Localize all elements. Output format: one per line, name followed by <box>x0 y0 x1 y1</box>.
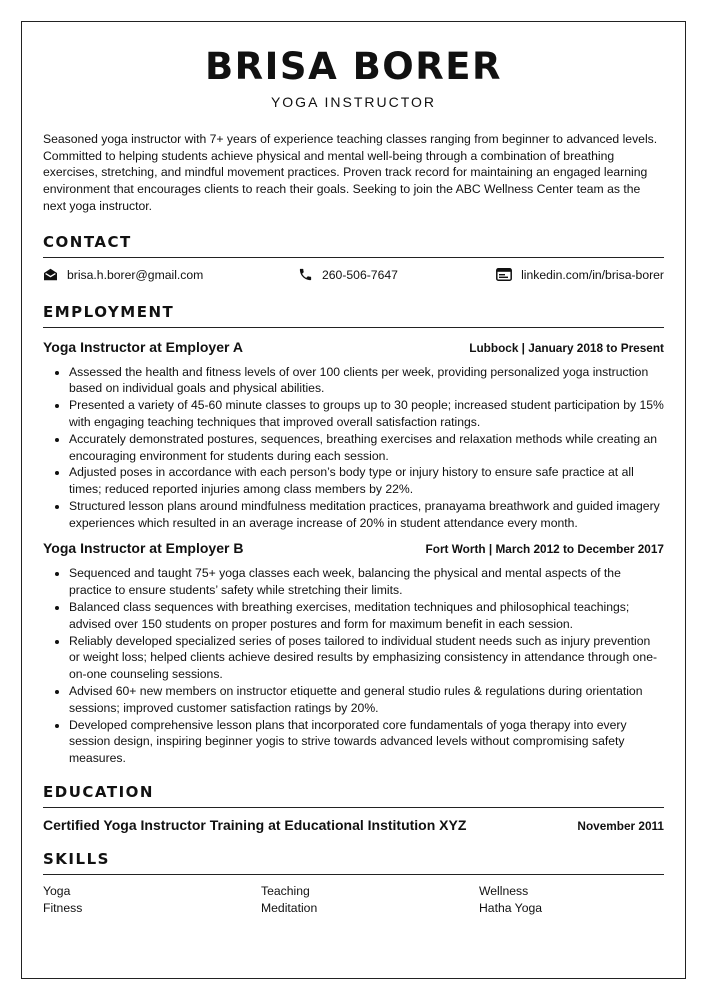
education-entry <box>43 817 664 833</box>
job-bullets <box>43 565 664 767</box>
job-header <box>43 540 664 556</box>
skill-item: Hatha Yoga <box>479 900 543 915</box>
linkedin-icon <box>496 268 521 281</box>
skill-item: Meditation <box>261 900 318 915</box>
job-role: Yoga Instructor at Employer A <box>43 338 243 355</box>
education-program: Certified Yoga Instructor Training at Educational Institution XYZ <box>43 817 467 834</box>
resume <box>43 44 664 916</box>
contact-email[interactable] <box>43 268 293 282</box>
job-bullet: • Assessed the health and fitness levels of over 100 clients per week, providing personalized yoga instruction based on individual goals and physical abilities. <box>69 364 664 398</box>
job-bullets <box>43 364 664 532</box>
job-bullet: • Structured lesson plans around mindfulness meditation practices, pranayama breathwork and guided imagery experiences which resulted in an average increase of 20% in student attendance every month. <box>69 498 664 532</box>
job-bullet: • Developed comprehensive lesson plans that incorporated core fundamentals of yoga therapy into every session design, inspiring beginner yogis to strive towards advanced levels without compromising safety measures. <box>69 717 664 767</box>
skill-item: Fitness <box>43 900 83 915</box>
skill-item: Yoga <box>43 884 71 899</box>
candidate-title: YOGA INSTRUCTOR <box>270 94 437 110</box>
skills-heading: SKILLS <box>43 850 664 875</box>
contact-row <box>43 266 664 284</box>
linkedin-text: linkedin.com/in/brisa-borer <box>521 267 664 282</box>
email-icon <box>43 268 67 281</box>
candidate-name: BRISA BORER <box>204 45 503 88</box>
job-entry <box>43 540 664 767</box>
job-location-dates: Fort Worth | March 2012 to December 2017 <box>425 542 664 557</box>
skills-list <box>43 883 664 916</box>
summary: Seasoned yoga instructor with 7+ years of experience teaching classes ranging from beginner to advanced levels. Committed to helping students achieve physical and mental well-being through a combination of breathing exercises, stretching, and mindful movement practices. Proven track record for maintaining an engaged learning environment that encourages clients to reach their goals. Seeking to join the ABC Wellness Center team as the next yoga instructor. <box>43 132 658 213</box>
employment-heading: EMPLOYMENT <box>43 303 664 328</box>
email-text: brisa.h.borer@gmail.com <box>67 267 204 282</box>
education-heading: EDUCATION <box>43 783 664 808</box>
job-header <box>43 339 664 355</box>
skill-item: Teaching <box>261 884 310 899</box>
job-bullet: • Balanced class sequences with breathing exercises, meditation techniques and philosophical teachings; advised over 150 students on proper postures and form for maximum benefit in each session. <box>69 599 664 633</box>
job-location-dates: Lubbock | January 2018 to Present <box>469 340 664 355</box>
skill-item: Wellness <box>479 884 529 899</box>
job-bullet: • Presented a variety of 45-60 minute classes to groups up to 30 people; increased student participation by 15% with engaging teaching techniques that improved overall satisfaction ratings. <box>69 397 664 431</box>
phone-icon <box>298 267 322 282</box>
job-role: Yoga Instructor at Employer B <box>43 540 244 557</box>
job-entry <box>43 339 664 532</box>
contact-heading: CONTACT <box>43 233 664 258</box>
job-bullet: • Reliably developed specialized series of poses tailored to individual student needs such as injury prevention or weight loss; helped clients achieve desired results by emphasizing consistency in attendance through one-on-one counseling sessions. <box>69 633 664 683</box>
contact-phone[interactable] <box>298 267 486 282</box>
contact-linkedin[interactable] <box>496 268 664 282</box>
job-bullet: • Advised 60+ new members on instructor etiquette and general studio rules & regulations during orientation sessions; improved customer satisfaction ratings by 20%. <box>69 683 664 717</box>
job-bullet: • Adjusted poses in accordance with each person’s body type or injury history to ensure safe practice at all times; reduced reported injuries among class members by 22%. <box>69 464 664 498</box>
phone-text: 260-506-7647 <box>322 267 398 282</box>
job-bullet: • Sequenced and taught 75+ yoga classes each week, balancing the physical and mental aspects of the practice to ensure students’ safety while stretching their limits. <box>69 565 664 599</box>
job-bullet: • Accurately demonstrated postures, sequences, breathing exercises and relaxation methods while creating an encouraging environment for students during each session. <box>69 431 664 465</box>
education-date: November 2011 <box>577 819 664 834</box>
